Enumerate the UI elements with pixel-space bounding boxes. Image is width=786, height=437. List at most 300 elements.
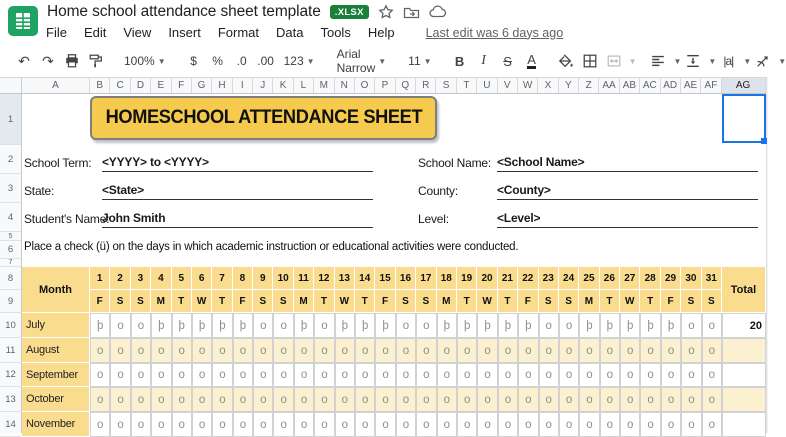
column-header-AB[interactable]: AB (620, 78, 640, 93)
attendance-cell-november-27[interactable]: o (620, 412, 640, 437)
attendance-cell-august-7[interactable]: o (212, 338, 232, 363)
column-header-Q[interactable]: Q (396, 78, 416, 93)
day-number-5[interactable]: 5 (172, 267, 192, 290)
attendance-cell-september-23[interactable]: o (539, 363, 559, 387)
attendance-cell-july-7[interactable]: þ (212, 313, 232, 338)
attendance-cell-july-19[interactable]: þ (457, 313, 477, 338)
attendance-cell-august-17[interactable]: o (416, 338, 436, 363)
sheets-logo-icon[interactable] (8, 6, 38, 41)
currency-format-icon[interactable]: $ (190, 54, 197, 68)
attendance-cell-november-10[interactable]: o (273, 412, 293, 437)
day-number-17[interactable]: 17 (416, 267, 436, 290)
attendance-cell-july-5[interactable]: þ (172, 313, 192, 338)
number-format-select[interactable]: 123 ▼ (283, 54, 315, 68)
field-value[interactable]: <County> (497, 183, 758, 200)
day-number-23[interactable]: 23 (539, 267, 559, 290)
attendance-cell-november-31[interactable]: o (702, 412, 722, 437)
attendance-cell-november-1[interactable]: o (90, 412, 110, 437)
column-header-C[interactable]: C (110, 78, 130, 93)
attendance-cell-august-18[interactable]: o (437, 338, 457, 363)
attendance-cell-october-11[interactable]: o (294, 387, 314, 412)
star-icon[interactable] (378, 4, 394, 20)
horizontal-align-caret-icon[interactable]: ▼ (673, 56, 682, 66)
attendance-cell-july-21[interactable]: þ (498, 313, 518, 338)
attendance-cell-august-23[interactable]: o (539, 338, 559, 363)
attendance-cell-august-11[interactable]: o (294, 338, 314, 363)
menu-view[interactable]: View (123, 25, 152, 40)
attendance-cell-november-11[interactable]: o (294, 412, 314, 437)
attendance-cell-august-10[interactable]: o (273, 338, 293, 363)
column-header-L[interactable]: L (294, 78, 314, 93)
attendance-cell-november-21[interactable]: o (498, 412, 518, 437)
attendance-cell-august-22[interactable]: o (518, 338, 538, 363)
attendance-cell-november-6[interactable]: o (192, 412, 212, 437)
day-letter-3[interactable]: S (131, 290, 151, 313)
day-letter-23[interactable]: S (539, 290, 559, 313)
attendance-cell-july-18[interactable]: þ (437, 313, 457, 338)
attendance-cell-july-17[interactable]: o (416, 313, 436, 338)
menu-format[interactable]: Format (217, 25, 259, 40)
attendance-cell-august-9[interactable]: o (253, 338, 273, 363)
attendance-cell-october-23[interactable]: o (539, 387, 559, 412)
menu-edit[interactable]: Edit (83, 25, 107, 40)
day-letter-14[interactable]: T (355, 290, 375, 313)
document-title[interactable]: Home school attendance sheet template (47, 3, 321, 20)
row-header-14[interactable]: 14 (0, 412, 21, 437)
row-header-8[interactable]: 8 (0, 267, 21, 290)
zoom-select[interactable]: 100% ▼ (124, 54, 166, 68)
attendance-cell-october-3[interactable]: o (131, 387, 151, 412)
row-header-3[interactable]: 3 (0, 174, 21, 203)
attendance-cell-october-6[interactable]: o (192, 387, 212, 412)
day-number-27[interactable]: 27 (620, 267, 640, 290)
attendance-cell-july-25[interactable]: þ (579, 313, 599, 338)
attendance-cell-october-7[interactable]: o (212, 387, 232, 412)
attendance-cell-november-14[interactable]: o (355, 412, 375, 437)
attendance-cell-august-27[interactable]: o (620, 338, 640, 363)
attendance-cell-october-25[interactable]: o (579, 387, 599, 412)
attendance-cell-november-18[interactable]: o (437, 412, 457, 437)
column-header-S[interactable]: S (436, 78, 456, 93)
attendance-cell-october-21[interactable]: o (498, 387, 518, 412)
attendance-cell-august-13[interactable]: o (335, 338, 355, 363)
cloud-saved-icon[interactable] (429, 5, 447, 19)
day-number-14[interactable]: 14 (355, 267, 375, 290)
column-header-G[interactable]: G (192, 78, 212, 93)
attendance-cell-september-20[interactable]: o (477, 363, 497, 387)
merge-cells-icon[interactable] (602, 49, 626, 73)
row-header-13[interactable]: 13 (0, 387, 21, 412)
day-number-9[interactable]: 9 (253, 267, 273, 290)
attendance-cell-november-8[interactable]: o (233, 412, 253, 437)
day-number-25[interactable]: 25 (579, 267, 599, 290)
borders-icon[interactable] (578, 49, 602, 73)
attendance-cell-october-17[interactable]: o (416, 387, 436, 412)
attendance-cell-november-25[interactable]: o (579, 412, 599, 437)
attendance-cell-november-15[interactable]: o (375, 412, 395, 437)
day-number-19[interactable]: 19 (457, 267, 477, 290)
day-number-16[interactable]: 16 (396, 267, 416, 290)
attendance-cell-september-15[interactable]: o (375, 363, 395, 387)
attendance-cell-september-9[interactable]: o (253, 363, 273, 387)
attendance-cell-august-19[interactable]: o (457, 338, 477, 363)
column-header-AC[interactable]: AC (640, 78, 660, 93)
attendance-cell-july-27[interactable]: þ (620, 313, 640, 338)
column-header-W[interactable]: W (518, 78, 538, 93)
attendance-cell-august-4[interactable]: o (151, 338, 171, 363)
text-color-icon[interactable]: A (527, 52, 536, 67)
total-column-header[interactable]: Total (722, 267, 766, 313)
menu-insert[interactable]: Insert (168, 25, 201, 40)
sheet-title-banner[interactable] (90, 96, 437, 140)
day-number-3[interactable]: 3 (131, 267, 151, 290)
attendance-cell-august-3[interactable]: o (131, 338, 151, 363)
day-letter-21[interactable]: T (498, 290, 518, 313)
column-header-H[interactable]: H (212, 78, 232, 93)
day-number-26[interactable]: 26 (600, 267, 620, 290)
attendance-cell-october-22[interactable]: o (518, 387, 538, 412)
day-letter-27[interactable]: W (620, 290, 640, 313)
attendance-cell-october-1[interactable]: o (90, 387, 110, 412)
attendance-cell-november-5[interactable]: o (172, 412, 192, 437)
attendance-cell-august-20[interactable]: o (477, 338, 497, 363)
text-wrap-icon[interactable]: |a| (723, 54, 734, 68)
attendance-cell-october-15[interactable]: o (375, 387, 395, 412)
attendance-cell-october-12[interactable]: o (314, 387, 334, 412)
font-select[interactable]: Arial Narrow ▼ (336, 47, 387, 75)
paint-format-icon[interactable] (84, 49, 108, 73)
attendance-cell-november-9[interactable]: o (253, 412, 273, 437)
attendance-cell-november-13[interactable]: o (335, 412, 355, 437)
merge-caret-icon[interactable]: ▼ (628, 56, 637, 66)
attendance-cell-july-31[interactable]: o (702, 313, 722, 338)
total-cell-october[interactable] (722, 387, 766, 412)
attendance-cell-september-11[interactable]: o (294, 363, 314, 387)
day-number-21[interactable]: 21 (498, 267, 518, 290)
day-number-1[interactable]: 1 (90, 267, 110, 290)
redo-icon[interactable]: ↷ (42, 52, 54, 69)
day-number-2[interactable]: 2 (110, 267, 130, 290)
attendance-cell-november-29[interactable]: o (661, 412, 681, 437)
attendance-cell-september-28[interactable]: o (640, 363, 660, 387)
day-letter-8[interactable]: F (233, 290, 253, 313)
attendance-cell-july-9[interactable]: o (253, 313, 273, 338)
total-cell-november[interactable] (722, 412, 766, 437)
column-header-AE[interactable]: AE (681, 78, 701, 93)
column-header-P[interactable]: P (375, 78, 395, 93)
attendance-cell-november-17[interactable]: o (416, 412, 436, 437)
menu-file[interactable]: File (46, 25, 67, 40)
attendance-cell-november-7[interactable]: o (212, 412, 232, 437)
attendance-cell-july-29[interactable]: þ (661, 313, 681, 338)
day-number-28[interactable]: 28 (640, 267, 660, 290)
day-letter-20[interactable]: W (477, 290, 497, 313)
day-number-22[interactable]: 22 (518, 267, 538, 290)
field-value[interactable]: <YYYY> to <YYYY> (102, 155, 373, 172)
attendance-cell-november-16[interactable]: o (396, 412, 416, 437)
attendance-cell-september-26[interactable]: o (600, 363, 620, 387)
day-number-8[interactable]: 8 (233, 267, 253, 290)
attendance-cell-august-26[interactable]: o (600, 338, 620, 363)
attendance-cell-september-7[interactable]: o (212, 363, 232, 387)
day-letter-26[interactable]: T (600, 290, 620, 313)
row-header-10[interactable]: 10 (0, 313, 21, 338)
text-wrap-caret-icon[interactable]: ▼ (743, 56, 752, 66)
attendance-cell-october-8[interactable]: o (233, 387, 253, 412)
total-cell-july[interactable]: 20 (722, 313, 766, 338)
attendance-cell-july-10[interactable]: o (273, 313, 293, 338)
month-cell-october[interactable]: October (22, 387, 90, 412)
attendance-cell-july-6[interactable]: þ (192, 313, 212, 338)
attendance-cell-october-26[interactable]: o (600, 387, 620, 412)
day-letter-9[interactable]: S (253, 290, 273, 313)
day-letter-16[interactable]: S (396, 290, 416, 313)
attendance-cell-july-1[interactable]: þ (90, 313, 110, 338)
attendance-cell-august-31[interactable]: o (702, 338, 722, 363)
attendance-cell-october-30[interactable]: o (681, 387, 701, 412)
fill-handle[interactable] (761, 138, 767, 144)
attendance-cell-november-2[interactable]: o (110, 412, 130, 437)
column-header-AA[interactable]: AA (599, 78, 619, 93)
day-letter-29[interactable]: F (661, 290, 681, 313)
text-rotation-icon[interactable] (751, 49, 775, 73)
day-number-6[interactable]: 6 (192, 267, 212, 290)
day-letter-28[interactable]: T (640, 290, 660, 313)
attendance-cell-august-6[interactable]: o (192, 338, 212, 363)
day-letter-12[interactable]: T (314, 290, 334, 313)
column-header-A[interactable]: A (22, 78, 90, 93)
column-header-M[interactable]: M (314, 78, 334, 93)
day-number-30[interactable]: 30 (681, 267, 701, 290)
attendance-cell-september-18[interactable]: o (437, 363, 457, 387)
day-letter-13[interactable]: W (335, 290, 355, 313)
attendance-cell-september-17[interactable]: o (416, 363, 436, 387)
attendance-cell-july-22[interactable]: þ (518, 313, 538, 338)
attendance-cell-september-30[interactable]: o (681, 363, 701, 387)
day-letter-30[interactable]: S (681, 290, 701, 313)
day-number-29[interactable]: 29 (661, 267, 681, 290)
attendance-cell-september-21[interactable]: o (498, 363, 518, 387)
attendance-cell-october-28[interactable]: o (640, 387, 660, 412)
menu-tools[interactable]: Tools (320, 25, 351, 40)
column-header-N[interactable]: N (335, 78, 355, 93)
attendance-cell-september-13[interactable]: o (335, 363, 355, 387)
attendance-cell-september-14[interactable]: o (355, 363, 375, 387)
attendance-cell-july-12[interactable]: o (314, 313, 334, 338)
attendance-cell-november-20[interactable]: o (477, 412, 497, 437)
field-value[interactable]: <School Name> (497, 155, 758, 172)
italic-icon[interactable]: I (481, 53, 486, 68)
attendance-cell-november-22[interactable]: o (518, 412, 538, 437)
attendance-cell-september-3[interactable]: o (131, 363, 151, 387)
attendance-cell-october-29[interactable]: o (661, 387, 681, 412)
vertical-scrollbar[interactable] (766, 77, 768, 433)
attendance-cell-july-20[interactable]: þ (477, 313, 497, 338)
attendance-cell-august-24[interactable]: o (559, 338, 579, 363)
day-letter-5[interactable]: T (172, 290, 192, 313)
attendance-cell-november-4[interactable]: o (151, 412, 171, 437)
row-header-6[interactable]: 6 (0, 241, 21, 259)
column-header-I[interactable]: I (233, 78, 253, 93)
attendance-cell-september-12[interactable]: o (314, 363, 334, 387)
last-edit-link[interactable]: Last edit was 6 days ago (425, 25, 564, 40)
attendance-cell-november-24[interactable]: o (559, 412, 579, 437)
day-number-4[interactable]: 4 (151, 267, 171, 290)
field-value[interactable]: John Smith (102, 211, 373, 228)
attendance-cell-september-4[interactable]: o (151, 363, 171, 387)
menu-data[interactable]: Data (276, 25, 304, 40)
attendance-cell-august-2[interactable]: o (110, 338, 130, 363)
strikethrough-icon[interactable]: S (503, 53, 512, 69)
column-header-V[interactable]: V (498, 78, 518, 93)
month-cell-july[interactable]: July (22, 313, 90, 338)
attendance-cell-september-5[interactable]: o (172, 363, 192, 387)
attendance-cell-september-24[interactable]: o (559, 363, 579, 387)
attendance-cell-october-9[interactable]: o (253, 387, 273, 412)
row-header-7[interactable]: 7 (0, 259, 21, 267)
fill-color-icon[interactable] (554, 49, 578, 73)
day-letter-19[interactable]: T (457, 290, 477, 313)
day-letter-15[interactable]: F (375, 290, 395, 313)
month-cell-september[interactable]: September (22, 363, 90, 387)
attendance-cell-july-24[interactable]: o (559, 313, 579, 338)
day-number-20[interactable]: 20 (477, 267, 497, 290)
day-letter-1[interactable]: F (90, 290, 110, 313)
decrease-decimal-icon[interactable]: .0 (236, 54, 247, 68)
attendance-cell-september-8[interactable]: o (233, 363, 253, 387)
attendance-cell-september-10[interactable]: o (273, 363, 293, 387)
attendance-cell-october-5[interactable]: o (172, 387, 192, 412)
attendance-cell-october-2[interactable]: o (110, 387, 130, 412)
day-letter-18[interactable]: M (437, 290, 457, 313)
attendance-cell-october-18[interactable]: o (437, 387, 457, 412)
attendance-cell-october-14[interactable]: o (355, 387, 375, 412)
day-number-12[interactable]: 12 (314, 267, 334, 290)
attendance-cell-august-12[interactable]: o (314, 338, 334, 363)
attendance-cell-september-29[interactable]: o (661, 363, 681, 387)
column-header-Z[interactable]: Z (579, 78, 599, 93)
row-header-1[interactable]: 1 (0, 94, 21, 145)
column-header-D[interactable]: D (131, 78, 151, 93)
row-header-9[interactable]: 9 (0, 290, 21, 313)
percent-format-icon[interactable]: % (212, 54, 223, 68)
vertical-align-caret-icon[interactable]: ▼ (708, 56, 717, 66)
month-cell-august[interactable]: August (22, 338, 90, 363)
select-all-corner[interactable] (0, 78, 22, 93)
attendance-cell-october-19[interactable]: o (457, 387, 477, 412)
increase-decimal-icon[interactable]: .00 (257, 54, 274, 68)
total-cell-august[interactable] (722, 338, 766, 363)
column-header-O[interactable]: O (355, 78, 375, 93)
move-folder-icon[interactable] (403, 5, 420, 20)
attendance-cell-july-11[interactable]: þ (294, 313, 314, 338)
column-header-R[interactable]: R (416, 78, 436, 93)
row-header-4[interactable]: 4 (0, 203, 21, 232)
attendance-cell-november-23[interactable]: o (539, 412, 559, 437)
column-header-U[interactable]: U (477, 78, 497, 93)
attendance-cell-august-28[interactable]: o (640, 338, 660, 363)
row-header-12[interactable]: 12 (0, 363, 21, 387)
day-number-10[interactable]: 10 (273, 267, 293, 290)
attendance-cell-august-8[interactable]: o (233, 338, 253, 363)
day-number-15[interactable]: 15 (375, 267, 395, 290)
day-letter-24[interactable]: S (559, 290, 579, 313)
attendance-cell-august-21[interactable]: o (498, 338, 518, 363)
attendance-cell-september-27[interactable]: o (620, 363, 640, 387)
horizontal-align-icon[interactable] (646, 49, 670, 73)
bold-icon[interactable]: B (454, 53, 465, 69)
day-letter-11[interactable]: M (294, 290, 314, 313)
attendance-cell-october-20[interactable]: o (477, 387, 497, 412)
vertical-align-icon[interactable] (681, 49, 705, 73)
attendance-cell-october-4[interactable]: o (151, 387, 171, 412)
day-letter-22[interactable]: F (518, 290, 538, 313)
attendance-cell-july-2[interactable]: o (110, 313, 130, 338)
attendance-cell-september-16[interactable]: o (396, 363, 416, 387)
column-header-T[interactable]: T (457, 78, 477, 93)
attendance-cell-july-15[interactable]: þ (375, 313, 395, 338)
attendance-cell-august-29[interactable]: o (661, 338, 681, 363)
selected-cell-AG1[interactable] (722, 94, 766, 143)
column-header-AF[interactable]: AF (701, 78, 721, 93)
attendance-cell-august-25[interactable]: o (579, 338, 599, 363)
attendance-cell-september-1[interactable]: o (90, 363, 110, 387)
attendance-cell-july-8[interactable]: þ (233, 313, 253, 338)
attendance-cell-july-13[interactable]: þ (335, 313, 355, 338)
row-header-2[interactable]: 2 (0, 145, 21, 174)
attendance-cell-november-26[interactable]: o (600, 412, 620, 437)
attendance-cell-july-28[interactable]: þ (640, 313, 660, 338)
month-cell-november[interactable]: November (22, 412, 90, 437)
column-header-K[interactable]: K (273, 78, 293, 93)
attendance-cell-july-26[interactable]: þ (600, 313, 620, 338)
attendance-cell-november-12[interactable]: o (314, 412, 334, 437)
attendance-cell-july-16[interactable]: o (396, 313, 416, 338)
attendance-cell-october-27[interactable]: o (620, 387, 640, 412)
attendance-cell-november-30[interactable]: o (681, 412, 701, 437)
day-letter-4[interactable]: M (151, 290, 171, 313)
attendance-cell-july-4[interactable]: þ (151, 313, 171, 338)
day-number-18[interactable]: 18 (437, 267, 457, 290)
attendance-cell-october-31[interactable]: o (702, 387, 722, 412)
row-header-11[interactable]: 11 (0, 338, 21, 363)
column-header-E[interactable]: E (151, 78, 171, 93)
attendance-cell-august-16[interactable]: o (396, 338, 416, 363)
attendance-cell-september-2[interactable]: o (110, 363, 130, 387)
attendance-cell-october-10[interactable]: o (273, 387, 293, 412)
column-header-AG[interactable]: AG (722, 78, 766, 93)
column-header-B[interactable]: B (90, 78, 110, 93)
day-number-7[interactable]: 7 (212, 267, 232, 290)
day-number-13[interactable]: 13 (335, 267, 355, 290)
attendance-cell-september-25[interactable]: o (579, 363, 599, 387)
attendance-cell-august-5[interactable]: o (172, 338, 192, 363)
attendance-cell-july-23[interactable]: o (539, 313, 559, 338)
attendance-cell-november-3[interactable]: o (131, 412, 151, 437)
print-icon[interactable] (60, 49, 84, 73)
attendance-cell-september-22[interactable]: o (518, 363, 538, 387)
attendance-cell-november-28[interactable]: o (640, 412, 660, 437)
attendance-cell-september-19[interactable]: o (457, 363, 477, 387)
day-letter-10[interactable]: S (273, 290, 293, 313)
day-letter-17[interactable]: S (416, 290, 436, 313)
month-column-header[interactable]: Month (22, 267, 90, 313)
attendance-cell-august-1[interactable]: o (90, 338, 110, 363)
menu-help[interactable]: Help (367, 25, 395, 40)
attendance-cell-october-13[interactable]: o (335, 387, 355, 412)
day-letter-31[interactable]: S (702, 290, 722, 313)
attendance-cell-august-15[interactable]: o (375, 338, 395, 363)
